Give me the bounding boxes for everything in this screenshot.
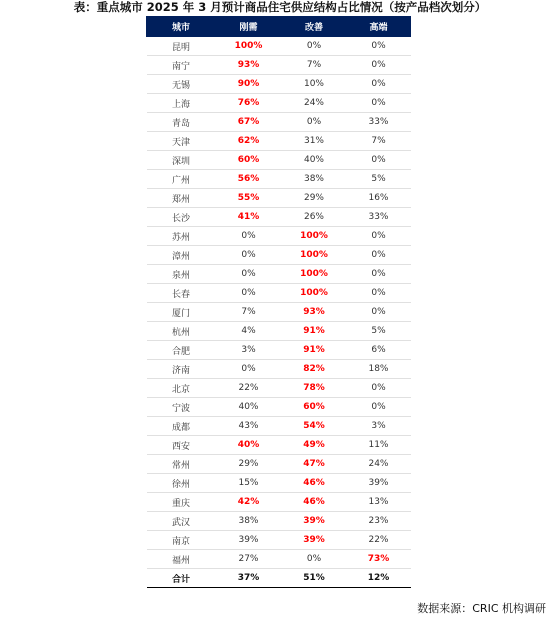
rigid-share-cell: 56% [216,170,282,189]
rigid-share-cell: 62% [216,132,282,151]
rigid-share-cell: 15% [216,474,282,493]
rigid-share-cell: 55% [216,189,282,208]
improve-share-cell: 26% [282,208,347,227]
rigid-share-cell: 93% [216,56,282,75]
improve-share-cell: 39% [282,512,347,531]
table-body [147,37,411,569]
rigid-share-cell: 39% [216,531,282,550]
city-cell: 昆明 [147,37,216,56]
table-row [147,284,411,303]
rigid-share-cell: 42% [216,493,282,512]
city-cell: 苏州 [147,227,216,246]
rigid-share-cell: 7% [216,303,282,322]
city-cell: 南京 [147,531,216,550]
table-header-row [147,17,411,37]
improve-share-cell: 31% [282,132,347,151]
table-row [147,436,411,455]
header-improve: 改善 [282,17,347,37]
supply-structure-table [146,16,411,588]
table-row [147,322,411,341]
improve-share-cell: 38% [282,170,347,189]
header-rigid: 刚需 [216,17,282,37]
improve-share-cell: 40% [282,151,347,170]
high-share-cell: 33% [347,113,411,132]
improve-share-cell: 82% [282,360,347,379]
improve-share-cell: 46% [282,493,347,512]
high-share-cell: 39% [347,474,411,493]
improve-share-cell: 0% [282,550,347,569]
total-rigid: 37% [216,569,282,588]
city-cell: 济南 [147,360,216,379]
table-row [147,94,411,113]
high-share-cell: 5% [347,170,411,189]
improve-share-cell: 91% [282,341,347,360]
improve-share-cell: 100% [282,227,347,246]
improve-share-cell: 100% [282,284,347,303]
rigid-share-cell: 40% [216,436,282,455]
table-row [147,113,411,132]
city-cell: 武汉 [147,512,216,531]
high-share-cell: 33% [347,208,411,227]
improve-share-cell: 7% [282,56,347,75]
high-share-cell: 0% [347,56,411,75]
rigid-share-cell: 40% [216,398,282,417]
improve-share-cell: 49% [282,436,347,455]
table-row [147,398,411,417]
rigid-share-cell: 41% [216,208,282,227]
high-share-cell: 6% [347,341,411,360]
improve-share-cell: 0% [282,113,347,132]
table-row [147,303,411,322]
table-row [147,512,411,531]
table-row [147,474,411,493]
city-cell: 成都 [147,417,216,436]
header-high: 高端 [347,17,411,37]
city-cell: 上海 [147,94,216,113]
city-cell: 北京 [147,379,216,398]
table-row [147,208,411,227]
rigid-share-cell: 38% [216,512,282,531]
rigid-share-cell: 67% [216,113,282,132]
city-cell: 重庆 [147,493,216,512]
high-share-cell: 3% [347,417,411,436]
rigid-share-cell: 22% [216,379,282,398]
high-share-cell: 0% [347,379,411,398]
total-label: 合计 [147,569,216,588]
rigid-share-cell: 0% [216,265,282,284]
table-row [147,227,411,246]
city-cell: 杭州 [147,322,216,341]
high-share-cell: 73% [347,550,411,569]
improve-share-cell: 10% [282,75,347,94]
city-cell: 长春 [147,284,216,303]
improve-share-cell: 47% [282,455,347,474]
city-cell: 福州 [147,550,216,569]
table-row [147,170,411,189]
city-cell: 广州 [147,170,216,189]
table-row [147,341,411,360]
city-cell: 常州 [147,455,216,474]
high-share-cell: 24% [347,455,411,474]
total-improve: 51% [282,569,347,588]
city-cell: 漳州 [147,246,216,265]
improve-share-cell: 78% [282,379,347,398]
table-row [147,360,411,379]
table-row [147,37,411,56]
high-share-cell: 0% [347,37,411,56]
high-share-cell: 16% [347,189,411,208]
high-share-cell: 13% [347,493,411,512]
city-cell: 西安 [147,436,216,455]
rigid-share-cell: 0% [216,246,282,265]
improve-share-cell: 0% [282,37,347,56]
city-cell: 无锡 [147,75,216,94]
table-row [147,189,411,208]
rigid-share-cell: 0% [216,284,282,303]
high-share-cell: 0% [347,246,411,265]
rigid-share-cell: 60% [216,151,282,170]
city-cell: 宁波 [147,398,216,417]
city-cell: 郑州 [147,189,216,208]
high-share-cell: 0% [347,265,411,284]
city-cell: 深圳 [147,151,216,170]
rigid-share-cell: 76% [216,94,282,113]
high-share-cell: 0% [347,227,411,246]
high-share-cell: 0% [347,303,411,322]
improve-share-cell: 29% [282,189,347,208]
city-cell: 合肥 [147,341,216,360]
rigid-share-cell: 100% [216,37,282,56]
table-title: 表：重点城市 2025 年 3 月预计商品住宅供应结构占比情况（按产品档次划分） [73,0,487,14]
city-cell: 青岛 [147,113,216,132]
header-city: 城市 [147,17,216,37]
rigid-share-cell: 29% [216,455,282,474]
city-cell: 南宁 [147,56,216,75]
high-share-cell: 23% [347,512,411,531]
city-cell: 徐州 [147,474,216,493]
high-share-cell: 11% [347,436,411,455]
high-share-cell: 0% [347,151,411,170]
improve-share-cell: 54% [282,417,347,436]
table-row [147,379,411,398]
rigid-share-cell: 4% [216,322,282,341]
improve-share-cell: 100% [282,246,347,265]
total-row [147,569,411,588]
high-share-cell: 0% [347,398,411,417]
table-row [147,151,411,170]
table-row [147,493,411,512]
improve-share-cell: 93% [282,303,347,322]
high-share-cell: 18% [347,360,411,379]
high-share-cell: 0% [347,284,411,303]
rigid-share-cell: 90% [216,75,282,94]
city-cell: 泉州 [147,265,216,284]
table-row [147,531,411,550]
city-cell: 长沙 [147,208,216,227]
rigid-share-cell: 27% [216,550,282,569]
city-cell: 厦门 [147,303,216,322]
improve-share-cell: 91% [282,322,347,341]
total-high: 12% [347,569,411,588]
table-row [147,246,411,265]
table-row [147,265,411,284]
improve-share-cell: 100% [282,265,347,284]
high-share-cell: 0% [347,94,411,113]
table-row [147,75,411,94]
improve-share-cell: 24% [282,94,347,113]
high-share-cell: 7% [347,132,411,151]
table-row [147,56,411,75]
table-row [147,132,411,151]
rigid-share-cell: 3% [216,341,282,360]
rigid-share-cell: 43% [216,417,282,436]
rigid-share-cell: 0% [216,360,282,379]
table-row [147,550,411,569]
data-source-note: 数据来源：CRIC 机构调研 [417,602,546,615]
improve-share-cell: 39% [282,531,347,550]
high-share-cell: 5% [347,322,411,341]
improve-share-cell: 60% [282,398,347,417]
table-row [147,455,411,474]
city-cell: 天津 [147,132,216,151]
high-share-cell: 0% [347,75,411,94]
high-share-cell: 22% [347,531,411,550]
table-row [147,417,411,436]
improve-share-cell: 46% [282,474,347,493]
rigid-share-cell: 0% [216,227,282,246]
